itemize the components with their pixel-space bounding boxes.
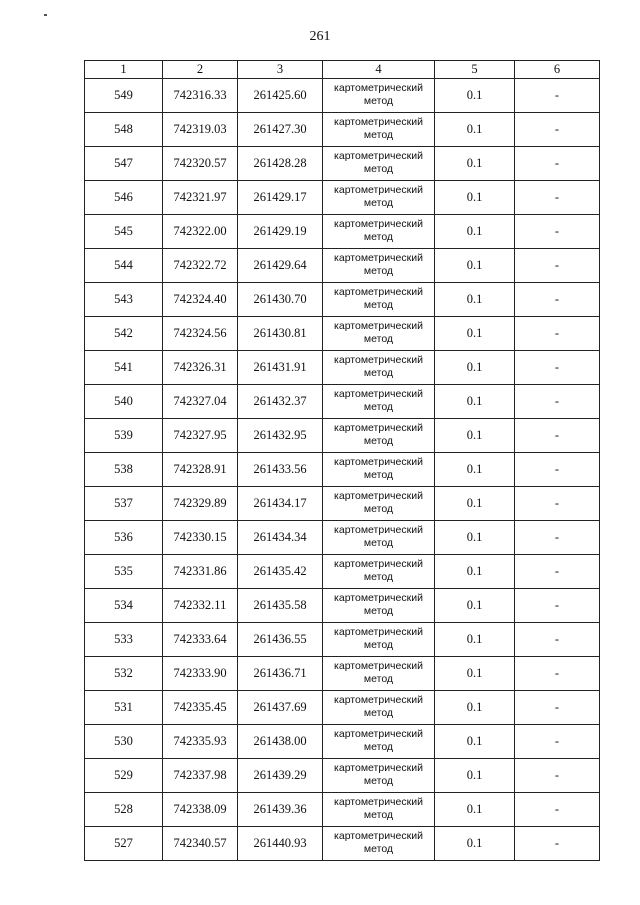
point-number-cell: 541 — [85, 351, 163, 385]
x-coordinate-cell: 742324.40 — [163, 283, 238, 317]
note-cell: - — [515, 351, 600, 385]
table-row — [85, 725, 600, 759]
point-number-cell: 544 — [85, 249, 163, 283]
method-cell — [323, 79, 435, 113]
method-cell — [323, 589, 435, 623]
note-cell: - — [515, 521, 600, 555]
accuracy-cell: 0.1 — [435, 453, 515, 487]
point-number-cell: 535 — [85, 555, 163, 589]
x-coordinate-cell: 742328.91 — [163, 453, 238, 487]
y-coordinate-cell: 261438.00 — [238, 725, 323, 759]
y-coordinate-cell: 261427.30 — [238, 113, 323, 147]
y-coordinate-cell: 261436.71 — [238, 657, 323, 691]
method-text: картометрический метод — [334, 523, 423, 549]
note-cell: - — [515, 317, 600, 351]
x-coordinate-cell: 742338.09 — [163, 793, 238, 827]
point-number-cell: 549 — [85, 79, 163, 113]
y-coordinate-cell: 261440.93 — [238, 827, 323, 861]
accuracy-cell: 0.1 — [435, 317, 515, 351]
page-number: 261 — [309, 29, 331, 44]
note-cell: - — [515, 147, 600, 181]
method-text: картометрический метод — [334, 115, 423, 141]
note-cell: - — [515, 385, 600, 419]
table-row — [85, 623, 600, 657]
note-cell: - — [515, 113, 600, 147]
x-coordinate-cell: 742340.57 — [163, 827, 238, 861]
accuracy-cell: 0.1 — [435, 521, 515, 555]
table-body — [85, 79, 600, 861]
method-cell — [323, 215, 435, 249]
method-cell — [323, 657, 435, 691]
accuracy-cell: 0.1 — [435, 623, 515, 657]
table-row — [85, 147, 600, 181]
method-cell — [323, 521, 435, 555]
table-row — [85, 657, 600, 691]
method-text: картометрический метод — [334, 659, 423, 685]
x-coordinate-cell: 742316.33 — [163, 79, 238, 113]
point-number-cell: 545 — [85, 215, 163, 249]
method-text: картометрический метод — [334, 557, 423, 583]
point-number-cell: 529 — [85, 759, 163, 793]
table-row — [85, 113, 600, 147]
table-row — [85, 181, 600, 215]
accuracy-cell: 0.1 — [435, 759, 515, 793]
method-cell — [323, 181, 435, 215]
accuracy-cell: 0.1 — [435, 487, 515, 521]
y-coordinate-cell: 261430.70 — [238, 283, 323, 317]
accuracy-cell: 0.1 — [435, 385, 515, 419]
method-cell — [323, 283, 435, 317]
accuracy-cell: 0.1 — [435, 827, 515, 861]
point-number-cell: 542 — [85, 317, 163, 351]
table-row — [85, 555, 600, 589]
y-coordinate-cell: 261435.58 — [238, 589, 323, 623]
coordinates-table — [84, 60, 600, 861]
accuracy-cell: 0.1 — [435, 113, 515, 147]
point-number-cell: 533 — [85, 623, 163, 657]
note-cell: - — [515, 215, 600, 249]
point-number-cell: 543 — [85, 283, 163, 317]
point-number-cell: 527 — [85, 827, 163, 861]
method-cell — [323, 487, 435, 521]
method-cell — [323, 759, 435, 793]
table-row — [85, 521, 600, 555]
note-cell: - — [515, 691, 600, 725]
method-cell — [323, 555, 435, 589]
accuracy-cell: 0.1 — [435, 283, 515, 317]
method-cell — [323, 827, 435, 861]
column-header-5: 5 — [435, 61, 515, 79]
y-coordinate-cell: 261434.17 — [238, 487, 323, 521]
point-number-cell: 540 — [85, 385, 163, 419]
x-coordinate-cell: 742324.56 — [163, 317, 238, 351]
x-coordinate-cell: 742327.95 — [163, 419, 238, 453]
table-row — [85, 691, 600, 725]
point-number-cell: 537 — [85, 487, 163, 521]
accuracy-cell: 0.1 — [435, 351, 515, 385]
x-coordinate-cell: 742335.45 — [163, 691, 238, 725]
note-cell: - — [515, 181, 600, 215]
point-number-cell: 538 — [85, 453, 163, 487]
accuracy-cell: 0.1 — [435, 589, 515, 623]
column-header-3: 3 — [238, 61, 323, 79]
method-text: картометрический метод — [334, 625, 423, 651]
method-text: картометрический метод — [334, 829, 423, 855]
y-coordinate-cell: 261432.95 — [238, 419, 323, 453]
accuracy-cell: 0.1 — [435, 181, 515, 215]
x-coordinate-cell: 742333.90 — [163, 657, 238, 691]
accuracy-cell: 0.1 — [435, 793, 515, 827]
note-cell: - — [515, 623, 600, 657]
accuracy-cell: 0.1 — [435, 691, 515, 725]
method-cell — [323, 725, 435, 759]
method-text: картометрический метод — [334, 217, 423, 243]
method-cell — [323, 623, 435, 657]
table-row — [85, 79, 600, 113]
y-coordinate-cell: 261435.42 — [238, 555, 323, 589]
table-row — [85, 589, 600, 623]
method-text: картометрический метод — [334, 251, 423, 277]
method-cell — [323, 691, 435, 725]
accuracy-cell: 0.1 — [435, 657, 515, 691]
point-number-cell: 548 — [85, 113, 163, 147]
y-coordinate-cell: 261430.81 — [238, 317, 323, 351]
method-cell — [323, 249, 435, 283]
note-cell: - — [515, 793, 600, 827]
y-coordinate-cell: 261431.91 — [238, 351, 323, 385]
y-coordinate-cell: 261425.60 — [238, 79, 323, 113]
accuracy-cell: 0.1 — [435, 555, 515, 589]
column-header-6: 6 — [515, 61, 600, 79]
point-number-cell: 539 — [85, 419, 163, 453]
note-cell: - — [515, 487, 600, 521]
y-coordinate-cell: 261434.34 — [238, 521, 323, 555]
note-cell: - — [515, 79, 600, 113]
note-cell: - — [515, 419, 600, 453]
table-row — [85, 385, 600, 419]
y-coordinate-cell: 261439.36 — [238, 793, 323, 827]
table-row — [85, 283, 600, 317]
x-coordinate-cell: 742319.03 — [163, 113, 238, 147]
y-coordinate-cell: 261428.28 — [238, 147, 323, 181]
method-text: картометрический метод — [334, 421, 423, 447]
note-cell: - — [515, 827, 600, 861]
table-row — [85, 419, 600, 453]
table-row — [85, 453, 600, 487]
method-cell — [323, 317, 435, 351]
point-number-cell: 532 — [85, 657, 163, 691]
method-text: картометрический метод — [334, 183, 423, 209]
point-number-cell: 531 — [85, 691, 163, 725]
table-row — [85, 827, 600, 861]
method-text: картометрический метод — [334, 353, 423, 379]
x-coordinate-cell: 742326.31 — [163, 351, 238, 385]
x-coordinate-cell: 742332.11 — [163, 589, 238, 623]
method-text: картометрический метод — [334, 319, 423, 345]
column-header-1: 1 — [85, 61, 163, 79]
method-text: картометрический метод — [334, 455, 423, 481]
accuracy-cell: 0.1 — [435, 419, 515, 453]
method-text: картометрический метод — [334, 727, 423, 753]
table-row — [85, 759, 600, 793]
method-text: картометрический метод — [334, 761, 423, 787]
y-coordinate-cell: 261429.64 — [238, 249, 323, 283]
accuracy-cell: 0.1 — [435, 249, 515, 283]
table-row — [85, 793, 600, 827]
point-number-cell: 546 — [85, 181, 163, 215]
y-coordinate-cell: 261433.56 — [238, 453, 323, 487]
method-cell — [323, 419, 435, 453]
note-cell: - — [515, 759, 600, 793]
accuracy-cell: 0.1 — [435, 725, 515, 759]
point-number-cell: 536 — [85, 521, 163, 555]
x-coordinate-cell: 742322.72 — [163, 249, 238, 283]
x-coordinate-cell: 742322.00 — [163, 215, 238, 249]
x-coordinate-cell: 742333.64 — [163, 623, 238, 657]
x-coordinate-cell: 742337.98 — [163, 759, 238, 793]
scan-speck — [44, 14, 47, 16]
point-number-cell: 547 — [85, 147, 163, 181]
method-text: картометрический метод — [334, 693, 423, 719]
note-cell: - — [515, 249, 600, 283]
accuracy-cell: 0.1 — [435, 79, 515, 113]
y-coordinate-cell: 261436.55 — [238, 623, 323, 657]
method-cell — [323, 113, 435, 147]
method-text: картометрический метод — [334, 149, 423, 175]
note-cell: - — [515, 725, 600, 759]
method-text: картометрический метод — [334, 81, 423, 107]
method-cell — [323, 453, 435, 487]
x-coordinate-cell: 742335.93 — [163, 725, 238, 759]
accuracy-cell: 0.1 — [435, 147, 515, 181]
header-row — [85, 61, 600, 79]
x-coordinate-cell: 742320.57 — [163, 147, 238, 181]
table-row — [85, 215, 600, 249]
note-cell: - — [515, 657, 600, 691]
point-number-cell: 528 — [85, 793, 163, 827]
y-coordinate-cell: 261429.17 — [238, 181, 323, 215]
y-coordinate-cell: 261432.37 — [238, 385, 323, 419]
x-coordinate-cell: 742321.97 — [163, 181, 238, 215]
note-cell: - — [515, 283, 600, 317]
note-cell: - — [515, 453, 600, 487]
x-coordinate-cell: 742330.15 — [163, 521, 238, 555]
method-text: картометрический метод — [334, 489, 423, 515]
method-text: картометрический метод — [334, 387, 423, 413]
table-row — [85, 249, 600, 283]
column-header-4: 4 — [323, 61, 435, 79]
y-coordinate-cell: 261439.29 — [238, 759, 323, 793]
point-number-cell: 534 — [85, 589, 163, 623]
method-cell — [323, 351, 435, 385]
x-coordinate-cell: 742329.89 — [163, 487, 238, 521]
y-coordinate-cell: 261437.69 — [238, 691, 323, 725]
method-text: картометрический метод — [334, 795, 423, 821]
table-row — [85, 351, 600, 385]
method-cell — [323, 793, 435, 827]
method-text: картометрический метод — [334, 285, 423, 311]
column-header-2: 2 — [163, 61, 238, 79]
table-row — [85, 317, 600, 351]
accuracy-cell: 0.1 — [435, 215, 515, 249]
point-number-cell: 530 — [85, 725, 163, 759]
note-cell: - — [515, 555, 600, 589]
y-coordinate-cell: 261429.19 — [238, 215, 323, 249]
method-cell — [323, 385, 435, 419]
method-cell — [323, 147, 435, 181]
note-cell: - — [515, 589, 600, 623]
x-coordinate-cell: 742327.04 — [163, 385, 238, 419]
method-text: картометрический метод — [334, 591, 423, 617]
table-row — [85, 487, 600, 521]
x-coordinate-cell: 742331.86 — [163, 555, 238, 589]
